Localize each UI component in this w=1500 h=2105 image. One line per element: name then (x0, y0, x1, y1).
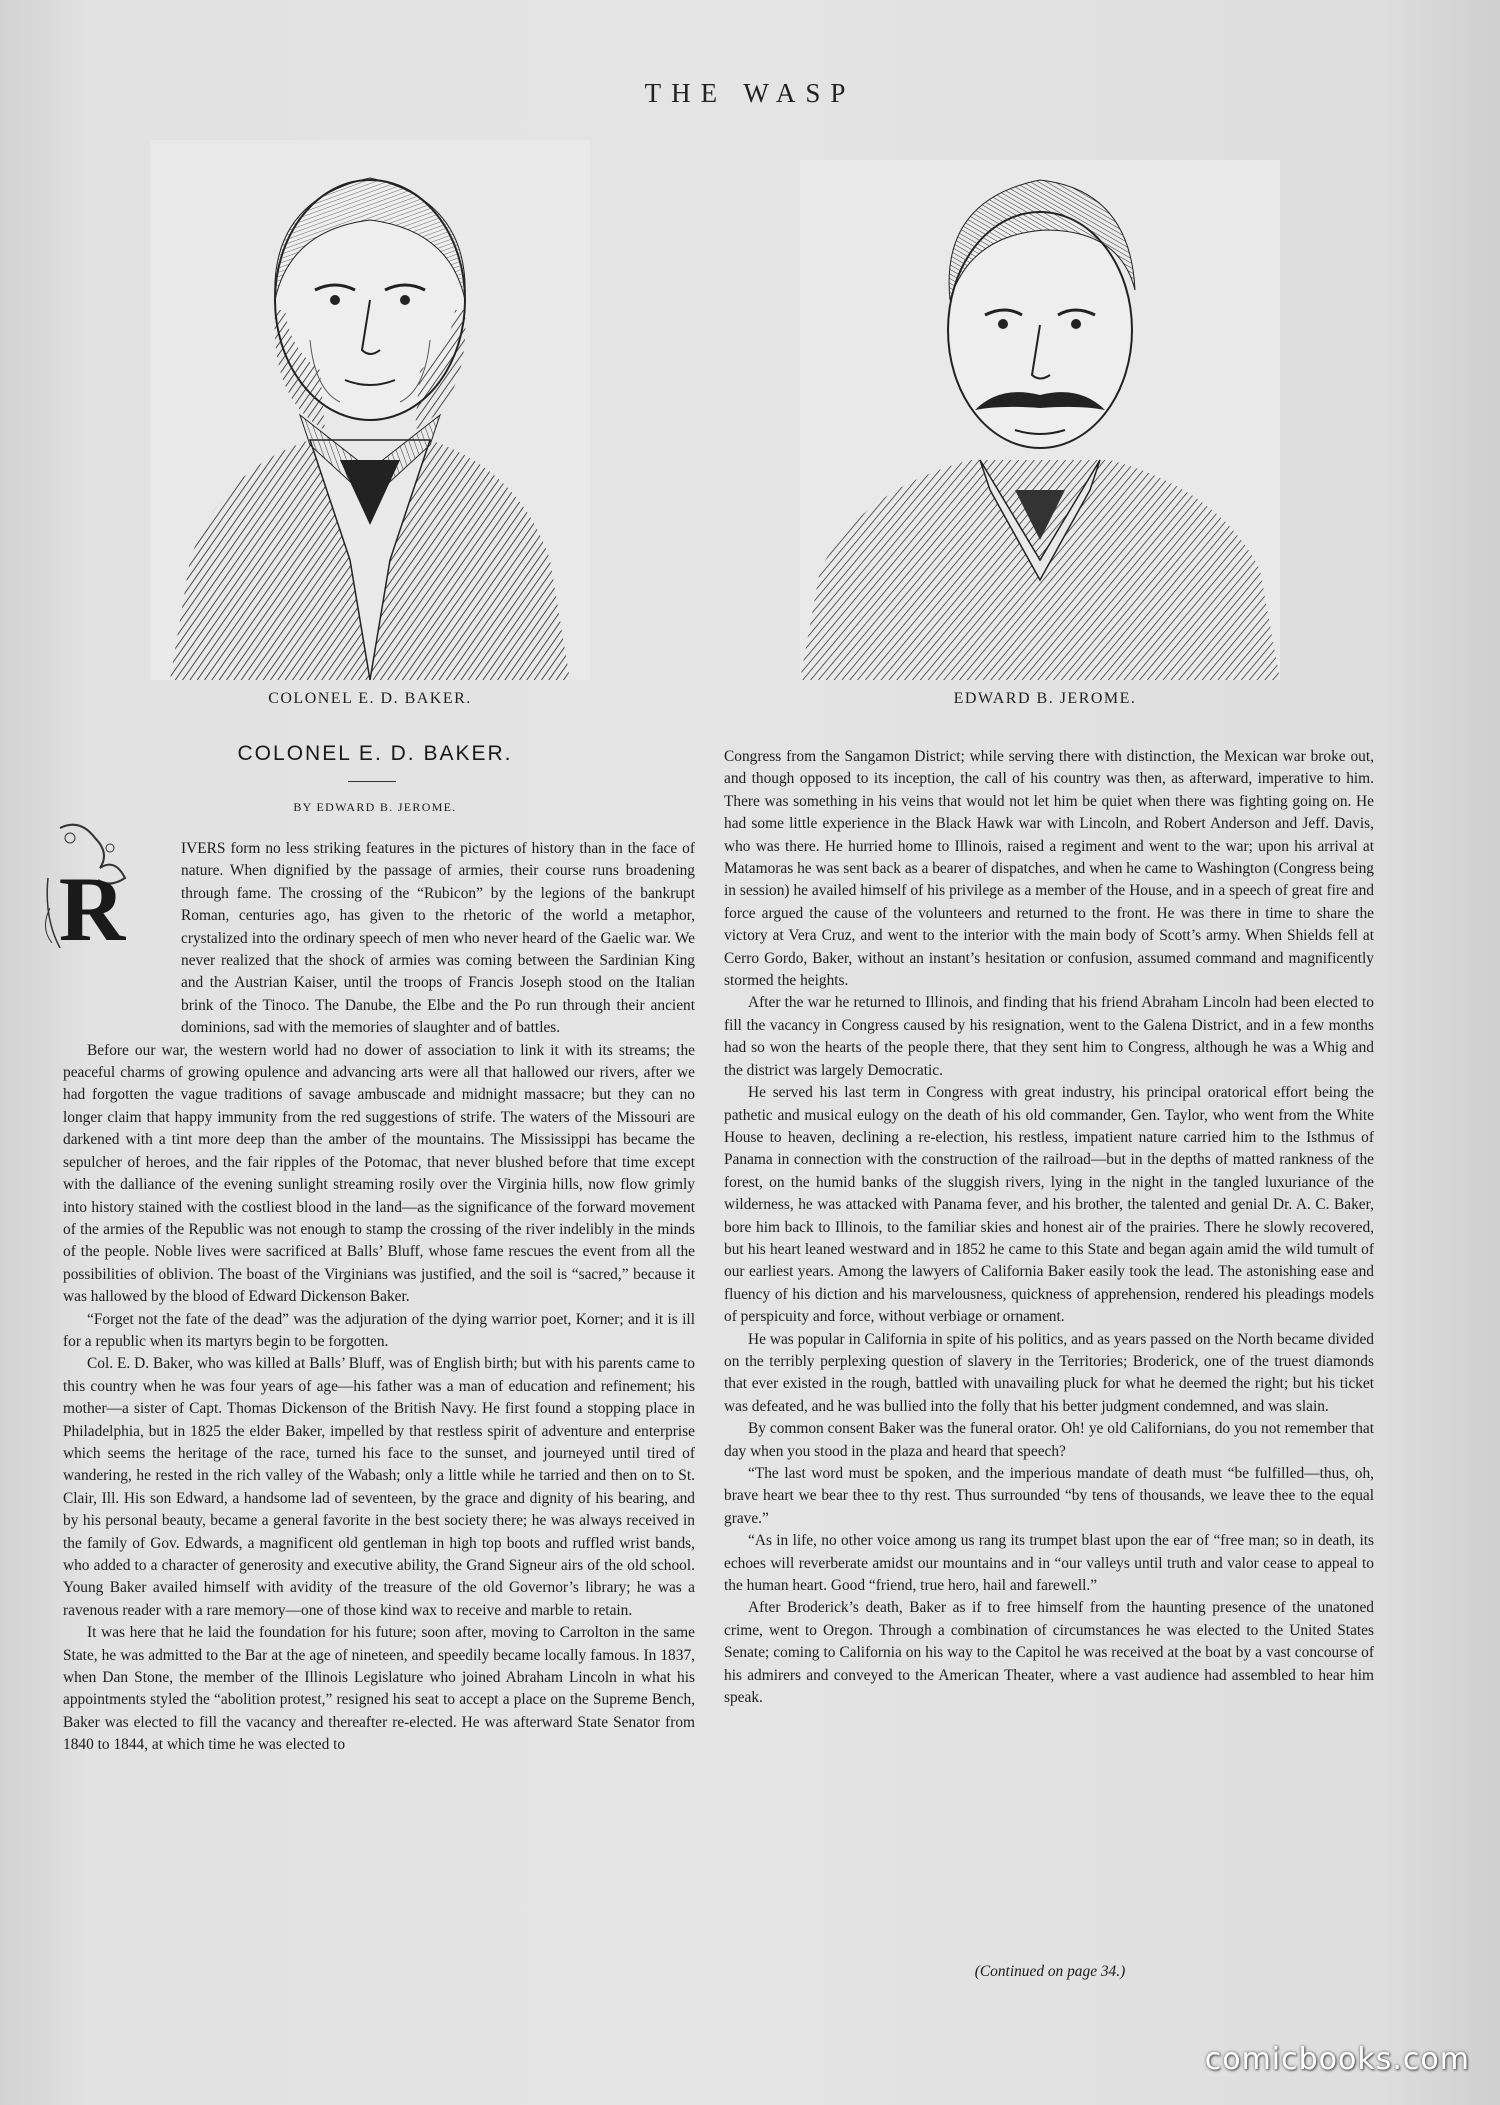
quote-paragraph: “The last word must be spoken, and the imperious mandate of death must “be fulfilled—thus, oh, brave heart we bear thee to thy rest. Thus surrounded “by tens of thousands, we leave thee to the equal grave.” (724, 1465, 1374, 1527)
article-byline: BY EDWARD B. JEROME. (293, 800, 457, 814)
paragraph: “Forget not the fate of the dead” was the adjuration of the dying warrior poet, Korner; and it is ill for a republic when its martyrs begin to be forgotten. (63, 1310, 695, 1350)
portrait-baker (150, 140, 590, 680)
quote-paragraph: “As in life, no other voice among us rang its trumpet blast upon the ear of “free man; so in death, its echoes will reverberate amidst our mountains and in “our valleys until truth and valor cease to appeal to the human heart. Good “friend, true hero, hail and farewell.” (724, 1532, 1374, 1595)
paragraph: IVERS form no less striking features in the pictures of history than in the face of nature. When dignified by the passage of armies, their course runs broadening through fame. The crossing of the “Rubicon” by the legions of the bankrupt Roman, centuries ago, has given to the rhetoric of the world a metaphor, crystalized into the ordinary speech of men who never heard of the Gaelic war. We never realized that the shock of armies was coming between the Sardinian King and the Austrian Kaiser, until the troops of Francis Joseph stood on the Italian brink of the Tinoco. The Danube, the Elbe and the Po run through their ancient dominions, sad with the memories of slaughter and of battles. (181, 840, 695, 1037)
caption-baker: COLONEL E. D. BAKER. (268, 690, 472, 707)
article-title: COLONEL E. D. BAKER. (237, 742, 513, 765)
engraved-portrait-mustached-man-icon (800, 160, 1280, 680)
masthead: THE WASP (644, 78, 856, 108)
article-left-column (63, 838, 695, 1757)
watermark: comicbooks.com (1204, 2042, 1470, 2077)
drop-cap-letter: R (58, 858, 126, 960)
portrait-jerome (800, 160, 1280, 680)
paragraph: Congress from the Sangamon District; while serving there with distinction, the Mexican war broke out, and though opposed to its inception, the call of his country was then, as afterward, imperative to him. There was something in his veins that would not let him be quiet when there was fighting going on. He had some little experience in the Black Hawk war with Lincoln, and Robert Anderson and Jeff. Davis, who was there. He hurried home to Illinois, raised a regiment and went to the war; upon his arrival at Matamoras he was sent back as a bearer of dispatches, and when he came to Washington (Congress being in session) he availed himself of his privilege as a member of the House, and in a speech of great fire and force argued the cause of the volunteers and returned to the front. He was there in time to share the victory at Vera Cruz, and went to the interior with the main body of Scott’s army. When Shields fell at Cerro Gordo, Baker, without an instant’s hesitation or confusion, assumed command and magnificently stormed the heights. (724, 748, 1374, 990)
paragraph: After Broderick’s death, Baker as if to free himself from the haunting presence of the unatoned crime, went to Oregon. Through a combination of circumstances he was elected to the United States Senate; coming to California on his way to the Capitol he was received at the boat by a vast concourse of his admirers and conveyed to the American Theater, where a vast audience had assembled to hear him speak. (724, 1599, 1374, 1707)
paragraph: Before our war, the western world had no dower of association to link it with its streams; the peaceful charms of growing opulence and advancing arts were all that hallowed our rivers, after we had forgotten the vague traditions of savage ambuscade and midnight massacre; but they can no longer claim that happy immunity from the red suggestions of strife. The waters of the Missouri are darkened with a tint more deep than the amber of the mountains. The Mississippi has became the sepulcher of heroes, and the fair ripples of the Potomac, that never blushed before that time except with the dalliance of the evening sunlight streaming rosily over the Virginia hills, now flow grimly into history stained with the costliest blood in the land—as the significance of the forward movement of the armies of the Republic was not enough to stamp the crossing of the river indelibly in the minds of the people. Noble lives were sacrificed at Balls’ Bluff, whose fame rescues the event from all the possibilities of oblivion. The boast of the Virginians was justified, and the soil is “sacred,” because it was hallowed by the blood of Edward Dickenson Baker. (63, 1041, 695, 1306)
paragraph: He served his last term in Congress with great industry, his principal oratorical effort being the pathetic and musical eulogy on the death of his old commander, Gen. Taylor, who went from the White House to heaven, declining a re-election, his restless, impatient nature carried him to the Isthmus of Panama in connection with the construction of the railroad—but in the depths of matted rankness of the forest, on the humid banks of the sluggish rivers, lying in the night in the tangled luxuriance of the wilderness, he was attacked with Panama fever, and his brother, the talented and genial Dr. A. C. Baker, bore him back to Illinois, to the familiar skies and honest air of the prairies. There he slowly recovered, but his heart leaned westward and in 1852 he came to this State and began again amid the wild tumult of our earliest years. Among the lawyers of California Baker easily took the lead. The astonishing ease and fluency of his diction and his marvelousness, quickness of apprehension, rendered his pleadings models of perspicuity and force, without verbiage or ornament. (724, 1084, 1374, 1326)
caption-jerome: EDWARD B. JEROME. (953, 690, 1137, 707)
engraved-portrait-bearded-man-icon (150, 140, 590, 680)
paragraph: After the war he returned to Illinois, and finding that his friend Abraham Lincoln had been elected to fill the vacancy in Congress caused by his resignation, went to the Galena District, and in a few months had so won the hearts of the people there, that they sent him to Congress, although he was a Whig and the district was largely Democratic. (724, 994, 1374, 1079)
paragraph: Col. E. D. Baker, who was killed at Balls’ Bluff, was of English birth; but with his parents came to this country when he was four years of age—his father was a man of education and refinement; his mother—a sister of Capt. Thomas Dickenson of the British Navy. He first found a stopping place in Philadelphia, but in 1825 the elder Baker, impelled by that restless spirit of adventure and enterprise which seems the heritage of the race, turned his face to the sunset, and journeyed until tired of wandering, he rested in the rich valley of the Wabash; only a little while he tarried and then on to St. Clair, Ill. His son Edward, a handsome lad of seventeen, by the grace and dignity of his bearing, and by his personal beauty, became a general favorite in the best society there; he was always received in the family of Gov. Edwards, a magnificent old gentleman in high top boots and ruffled wrist bands, who added to a character of generosity and executive ability, the Grand Signeur airs of the old school. Young Baker availed himself with avidity of the treasure of the old Governor’s library; he was a ravenous reader with a rare memory—one of those kind wax to receive and marble to retain. (63, 1355, 695, 1619)
article-right-column (724, 746, 1374, 1709)
paragraph: He was popular in California in spite of his politics, and as years passed on the North became divided on the terribly perplexing question of slavery in the Territories; Broderick, one of the truest diamonds that ever existed in the rough, battled with unavailing pluck for what he deemed the right; but his ticket was defeated, and he was bullied into the folly that his better judgment condemned, and was slain. (724, 1330, 1374, 1415)
continued-note: (Continued on page 34.) (974, 1963, 1126, 1980)
title-rule (348, 781, 396, 782)
paragraph: It was here that he laid the foundation for his future; soon after, moving to Carrolton in the same State, he was admitted to the Bar at the age of nineteen, and speedily became locally famous. In 1837, when Dan Stone, the member of the Illinois Legislature who joined Abraham Lincoln in what his appointments styled the “abolition protest,” resigned his seat to accept a place on the Supreme Bench, Baker was elected to fill the vacancy and thereafter re-elected. He was afterward State Senator from 1840 to 1844, at which time he was elected to (63, 1624, 695, 1754)
paragraph: By common consent Baker was the funeral orator. Oh! ye old Californians, do you not remember that day when you stood in the plaza and heard that speech? (724, 1420, 1374, 1460)
